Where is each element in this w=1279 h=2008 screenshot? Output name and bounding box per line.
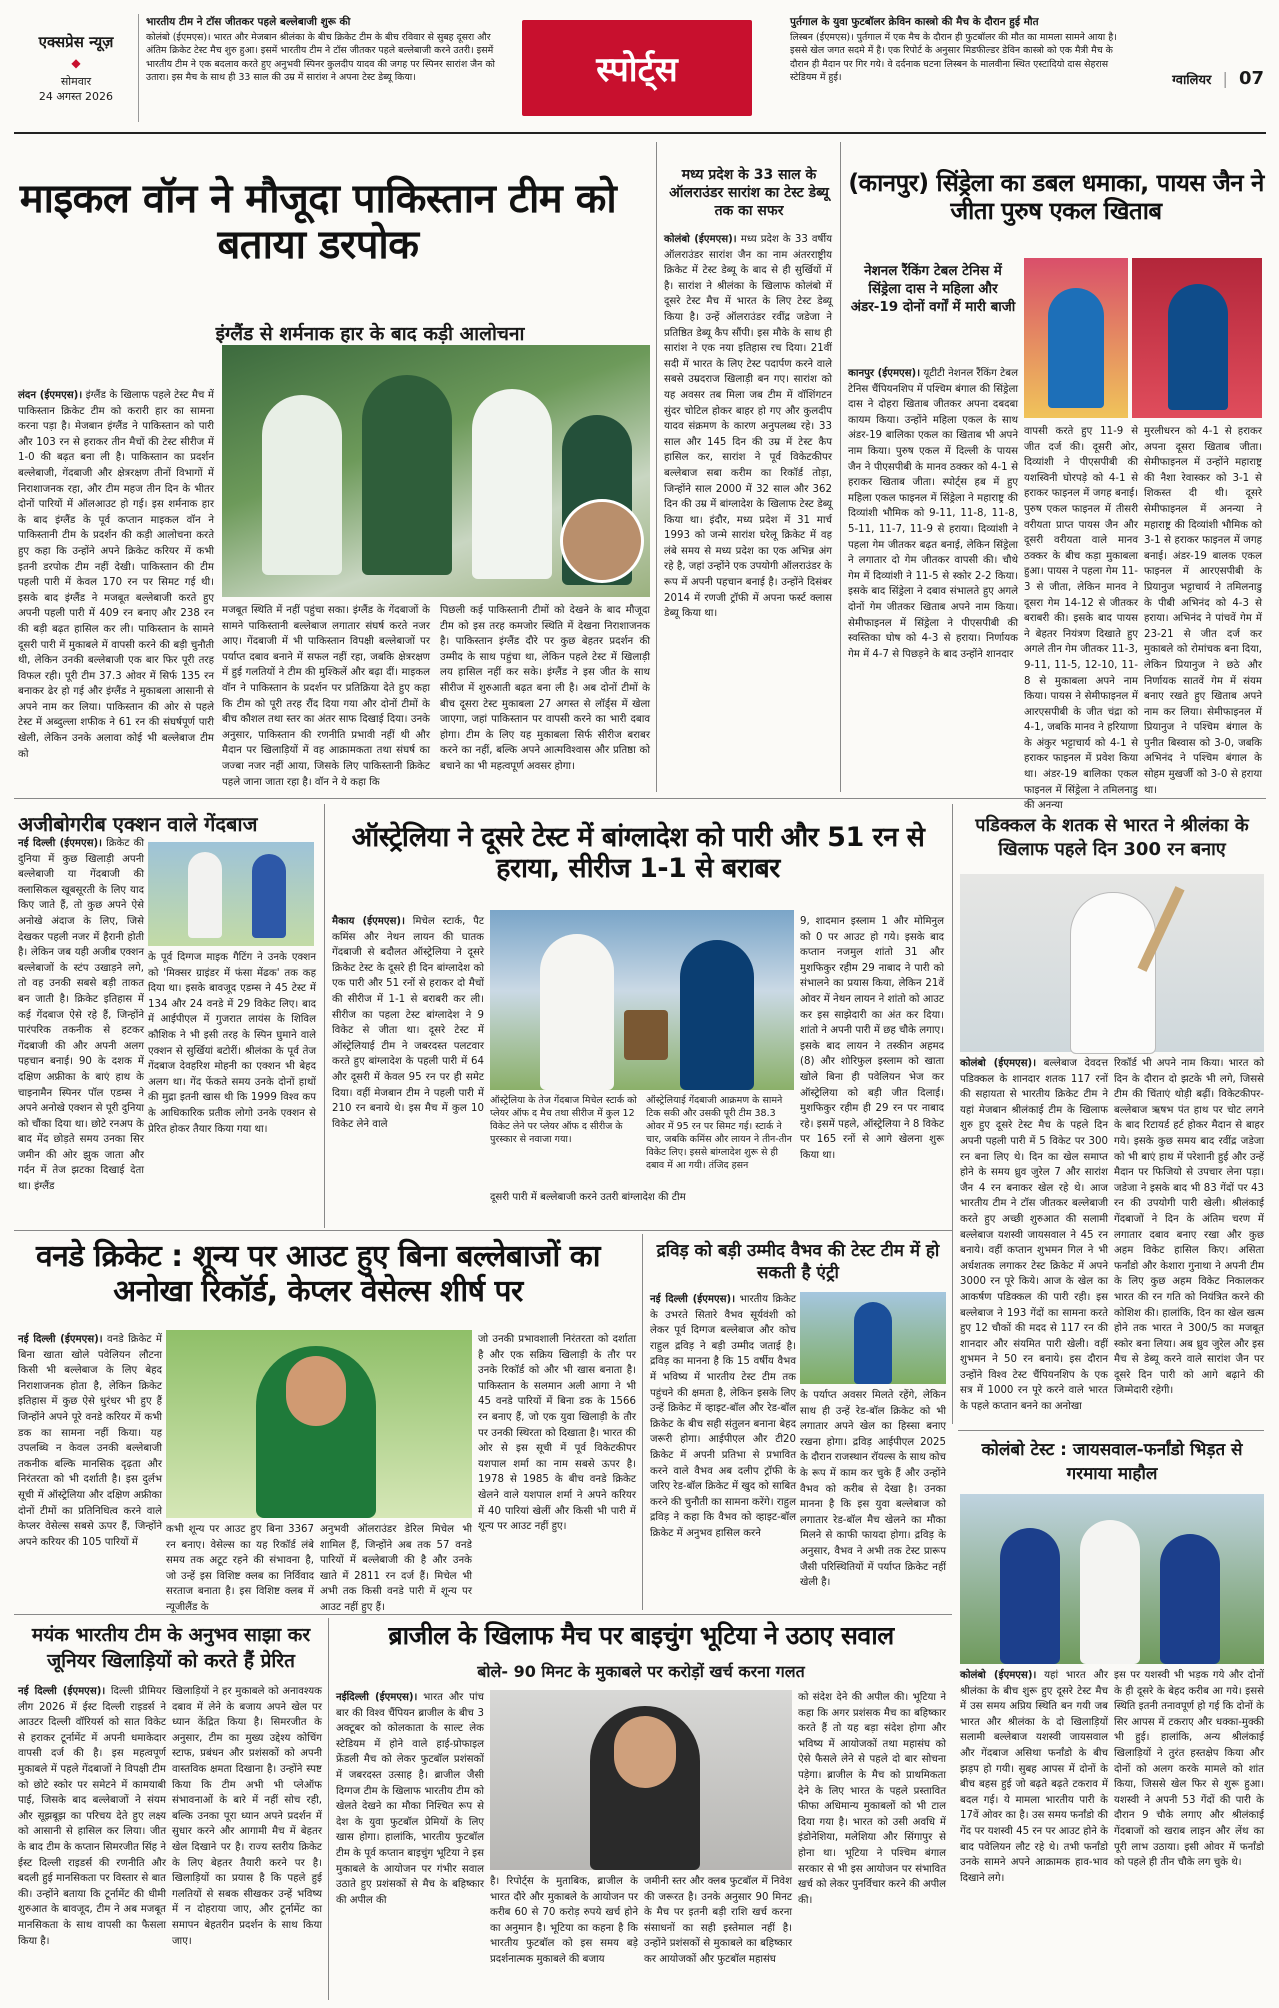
story5-caption-left: ऑस्ट्रेलिया के तेज गेंदबाज मिचेल स्टार्क को प्लेयर ऑफ द मैच तथा सीरीज में कुल 12 विकेट लेने पर प्लेयर ऑफ द सीरीज के पुरस्कार से नवाजा गया। [490,1095,637,1145]
story1-col1 [18,388,214,788]
story5-dateline: मैकाय (ईएमएस)। [332,916,405,927]
story5-col3-text: 9, शादमान इस्लाम 1 और मोमिनुल को 0 पर आउट हो गये। इसके बाद कप्तान नजमुल शांतो 31 और मुशफिकुर रहीम 29 नाबाद ने पारी को संभालने का प्रयास किया, लेकिन 21वें ओवर में नेथन लायन ने शांतो को आउट कर इस साझेदारी का अंत कर दिया। शांतो ने अपनी पारी में छह चौके लगाए। इसके बाद लायन ने तस्कीन अहमद (8) और शोरिफुल इस्लाम को खाता खोले बिना ही पवेलियन भेज कर ऑस्ट्रेलिया को बड़ी जीत दिलाई। मुशफिकुर रहीम ही 29 रन पर नाबाद रहे। इसमें पहले, ऑस्ट्रेलिया ने 8 विकेट पर 165 रनों से आगे खेलना शुरू किया था। [800,916,944,1161]
player-figure [188,852,222,938]
story3-headline: (कानपुर) सिंड्रेला का डबल धमाका, पायस जैन ने जीता पुरुष एकल खिताब [848,169,1264,225]
story2-dateline: कोलंबो (ईएमएस)। [664,234,737,245]
story3-col3-text: मुरलीधरन को 4-1 से हराकर अपना दूसरा खिताब जीता। सेमीफाइनल में उन्होंने महाराष्ट्र की नैशा रेवास्कर को 3-1 से शिकस्त दी थी। दूसरे सेमीफाइनल में अनन्या ने महाराष्ट्र की दिव्यांशी भौमिक को 3-1 से हराकर फाइनल में जगह बनाई। अंडर-19 बालक एकल फाइनल में आरएसपीबी के प्रियानुज भट्टाचार्य ने तमिलनाडु के पीबी अभिनंद को 4-3 से हराया। अभिनंद ने पांचवें गेम में 23-21 से जीत दर्ज कर मुकाबले को रोमांचक बना दिया, लेकिन प्रियानुज ने छठे और निर्णायक सातवें गेम में संयम बनाए रखते हुए खिताब अपने नाम कर लिया। सेमीफाइनल में प्रियानुज ने पश्चिम बंगाल के पुनीत बिस्वास को 3-0, जबकि अभिनंद ने पश्चिम बंगाल के सोहम मुखर्जी को 3-0 से हराया था। [1144,426,1262,796]
city-name: ग्वालियर [1172,73,1212,88]
story1-col3-text: पिछली कई पाकिस्तानी टीमों को देखने के बाद मौजूदा टीम को इस तरह कमजोर स्थिति में देखना निराशाजनक है। पाकिस्तान इंग्लैंड दौरे पर कुछ बेहतर प्रदर्शन की उम्मीद के साथ पहुंचा था, लेकिन पहले टेस्ट में खिलाड़ी लय हासिल नहीं कर सके। इंग्लैंड ने इस जीत के साथ सीरीज में शुरुआती बढ़त बना ली है। अब दोनों टीमों के बीच दूसरा टेस्ट मुकाबला 27 अगस्त से लॉर्ड्स में खेला जाएगा, जहां पाकिस्तान पर वापसी करने का भारी दबाव होगा। टीम के लिए यह मुकाबला सिर्फ सीरीज बराबर करने का नहीं, बल्कि अपने आत्मविश्वास और प्रतिष्ठा को बचाने का भी महत्वपूर्ण अवसर होगा। [440,605,650,772]
story1-col2-text: मजबूत स्थिति में नहीं पहुंचा सका। इंग्लैंड के गेंदबाजों के सामने पाकिस्तानी बल्लेबाज लगातार संघर्ष करते नजर आए। गेंदबाजी में भी पाकिस्तान विपक्षी बल्लेबाजों पर पर्याप्त दबाव बनाने में सफल नहीं रहा, जबकि क्षेत्ररक्षण में हुई गलतियों ने टीम की मुश्किलें और बढ़ा दीं। माइकल वॉन ने पाकिस्तान के प्रदर्शन पर प्रतिक्रिया देते हुए कहा कि टीम को पूरी तरह रौंद दिया गया और दोनों टीमों के बीच कौशल तथा स्तर का अंतर साफ दिखाई दिया। उनके अनुसार, पाकिस्तान की रणनीति प्रभावी नहीं थी और मैदान पर खिलाड़ियों में वह आक्रामकता तथा संघर्ष का जज्बा नजर नहीं आया, जिसके लिए पाकिस्तानी क्रिकेट पहले जाना जाता रहा है। वॉन ने ये कहा कि [222,605,430,788]
story10-col4-text: को संदेश देने की अपील की। भूटिया ने कहा कि अगर प्रशंसक मैच का बहिष्कार करते हैं तो यह बड़ा संदेश होगा और भविष्य में आयोजकों तथा महासंघ को ऐसे फैसले लेने से पहले दो बार सोचना पड़ेगा। ब्राजील के मैच को प्राथमिकता देने के लिए भारत के पहले प्रस्तावित फीफा अधिमान्य मुकाबलों को भी टाल दिया गया है। भारत को उसी अवधि में इंडोनेशिया, मलेशिया और सिंगापुर से होना था। भूटिया ने पश्चिम बंगाल सरकार से भी इस आयोजन पर संभावित खर्च को लेकर पुनर्विचार करने की अपील की। [798,1692,946,1906]
story10-col1-text: भारत और पांच बार की विश्व चैंपियन ब्राजील के बीच 3 अक्टूबर को कोलकाता के साल्ट लेक स्टेडियम में होने वाले हाई-प्रोफाइल फ्रेंडली मैच को लेकर फुटबॉल प्रशंसकों में जबरदस्त उत्साह है। ब्राजील जैसी दिग्गज टीम के खिलाफ भारतीय टीम को खेलते देखने का मौका निश्चित रूप से देश के युवा फुटबॉल प्रेमियों के लिए खास होगा। हालांकि, भारतीय फुटबॉल टीम के पूर्व कप्तान बाइचुंग भूटिया ने इस मुकाबले के आयोजन पर गंभीर सवाल उठाते हुए प्रशंसकों से मैच के बहिष्कार की अपील की [336,1692,485,1906]
story11-col2 [1114,1668,1264,1998]
story4-dateline: नई दिल्ली (ईएमएस)। [18,838,102,849]
story1-photo-pakistan-team [222,345,650,597]
masthead [14,8,1266,128]
story7-col4 [478,1332,636,1606]
brief-left-text: कोलंबो (ईएमएस)। भारत और मेजबान श्रीलंका के बीच क्रिकेट टीम के बीच रविवार से सुबह दूसरा और अंतिम क्रिकेट टेस्ट मैच शुरु हुआ। इसमें भारतीय टीम ने टॉस जीतकर पहले बल्लेबाजी करने उतरी। इसमें भारतीय टीम ने एक बदलाव करते हुए अनुभवी स्पिनर कुलदीप यादव की जगह पर स्पिनर सारांश जैन को उतारा। इस मैच के साथ ही 33 साल की उम्र में सारांश ने अपना टेस्ट डेब्यू किया। [146,32,495,83]
story3-photo-payas [1132,258,1262,418]
story8-col2-text: के पर्याप्त अवसर मिलते रहेंगे, लेकिन साथ ही उन्हें रेड-बॉल क्रिकेट को भी लगातार अपने खेल का हिस्सा बनाए रखना होगा। द्रविड़ आईपीएल 2025 के दौरान राजस्थान रॉयल्स के साथ कोच के रूप में काम कर चुके हैं और उन्होंने वैभव को करीब से देखा है। उनका मानना है कि इस युवा बल्लेबाज को लगातार रेड-बॉल मैच खेलने का मौका मिलने से काफी फायदा होगा। द्रविड़ के अनुसार, वैभव ने अभी तक टेस्ट प्रारूप जैसी परिस्थितियों में पर्याप्त क्रिकेट नहीं खेली है। [800,1390,946,1589]
player-figure [1080,1520,1140,1664]
player-figure [1160,1534,1220,1664]
story7-col2 [166,1522,314,1613]
story9-col1-text: दिल्ली प्रीमियर लीग 2026 में ईस्ट दिल्ली राइडर्स ने आउटर दिल्ली वॉरियर्स को सात विकेट से हराकर टूर्नामेंट में अपनी धमाकेदार वापसी दर्ज की है। इस महत्वपूर्ण मुकाबले में पहले गेंदबाजों ने विपक्षी टीम को छोटे स्कोर पर समेटने में कामयाबी पाई, जिसके बाद बल्लेबाजों ने संयम और सूझबूझ का परिचय देते हुए लक्ष्य को आसानी से हासिल कर लिया। जीत के बाद टीम के कप्तान सिमरजीत सिंह ने ईस्ट दिल्ली राइडर्स की रणनीति और बदली हुई मानसिकता पर विस्तार से बात की। उन्होंने बताया कि टूर्नामेंट की धीमी शुरुआत के बावजूद, टीम ने अब मजबूत मानसिकता के साथ वापसी का फैसला किया है। [18,1686,166,1947]
story3-col2 [1024,424,1138,812]
brand-diamond-icon: ◆ [71,56,81,70]
player-figure [362,375,452,575]
story11-col1-text: यहां भारत और श्रीलंका के बीच शुरू हुए दूसरे टेस्ट मैच में उस समय अप्रिय स्थिति बन गयी जब भारत और श्रीलंका के दो खिलाड़ियों सलामी बल्लेबाज यशस्वी जायसवाल और गेंदबाज असिथा फर्नांडो के बीच झड़प हो गयी। सुबह आपस में दोनों के बीच बहस हुई जो बढ़ते बढ़ते टकराव में बदल गई। ये मामला भारतीय पारी के 17वें ओवर का है। उस समय फर्नांडो की गेंद पर यशस्वी 45 रन पर आउट होने के बाद पवेलियन लौट रहे थे। तभी फर्नांडो उनके सामने अपने आक्रामक हाव-भाव दिखाने लगे। [960,1670,1108,1884]
story6-headline: पडिक्कल के शतक से भारत ने श्रीलंका के खिलाफ पहले दिन 300 रन बनाए [975,815,1249,860]
story9-dateline: नई दिल्ली (ईएमएस)। [18,1686,106,1697]
section-title: स्पोर्ट्स [596,50,678,90]
story3-col1 [848,366,1018,792]
issue-day: सोमवार [60,75,92,88]
story5-col2 [490,1190,794,1226]
story11-col2-text: इस पर यशस्वी भी भड़क गये और दोनों के ही दूसरे के बेहद करीब आ गये। इससे स्थिति इतनी तनावपूर्ण हो गई कि दोनों के सिर आपस में टकराए और धक्का-मुक्की भी हुई। हालांकि, अन्य श्रीलंकाई खिलाड़ियों ने तुरंत हस्तक्षेप किया और दोनों को अलग करके मामले को शांत किया, जिससे खेल फिर से शुरू हुआ। यशस्वी ने अपनी 53 गेंदों की पारी के दौरान 9 चौके लगाए और श्रीलंकाई गेंदबाजों को खराब लाइन और लेंथ का पूरी लाभ उठाया। इसी ओवर में फर्नांडो को पहले ही तीन चौके लग चुके थे। [1114,1670,1264,1869]
player-figure [680,940,754,1090]
issue-date: 24 अगस्त 2026 [38,90,114,103]
player-figure [252,854,286,938]
section-rule [14,1614,952,1615]
story5-col3 [800,914,944,1226]
story9-headline: मयंक भारतीय टीम के अनुभव साझा कर जूनियर खिलाड़ियों को करते हैं प्रेरित [31,1624,311,1672]
story3-col3 [1144,424,1262,796]
story3-col1-text: यूटीटी नेशनल रैंकिंग टेबल टेनिस चैंपियनशिप में पश्चिम बंगाल की सिंड्रेला दास ने दोहरा खिताब जीतकर अपना दबदबा कायम किया। उन्होंने महिला एकल के साथ अंडर-19 बालिका एकल का खिताब भी अपने नाम किया। पुरुष एकल में दिल्ली के पायस जैन ने पीएसपीबी के मानव ठक्कर को 4-1 से हराकर खिताब जीता। स्पोर्ट्स हब में हुए महिला एकल फाइनल में सिंड्रेला ने महाराष्ट्र की दिव्यांशी भौमिक को 9-11, 11-8, 11-8, 5-11, 11-7, 11-9 से हराया। दिव्यांशी ने पहला गेम जीतकर बढ़त बनाई, लेकिन सिंड्रेला ने लगातार दो गेम जीतकर वापसी की। चौथे गेम में दिव्यांशी ने 11-5 से स्कोर 2-2 किया। इसके बाद सिंड्रेला ने दबाव संभालते हुए अगले दोनों गेम जीतकर खिताब अपने नाम किया। सेमीफाइनल में सिंड्रेला ने पीएसपीबी की स्वस्तिका घोष को 4-3 से हराया। निर्णायक गेम में 4-7 से पिछड़ने के बाद उन्होंने शानदार [848,368,1018,660]
story6-col2 [1114,1056,1264,1424]
story7-col2-text: कभी शून्य पर आउट हुए बिना 3367 रन बनाए। वेसेल्स का यह रिकॉर्ड लंबे समय तक अटूट रहने की संभावना है, जो उन्हें इस विशिष्ट क्लब का निर्विवाद सरताज बनाता है। इस विशिष्ट क्लब में न्यूजीलैंड के [166,1524,314,1613]
story9-col1 [18,1684,166,1998]
story10-col3-text: जमीनी स्तर और क्लब फुटबॉल में निवेश की जरूरत है। उनके अनुसार 90 मिनट के मैच पर इतनी बड़ी राशि खर्च करना संसाधनों का सही इस्तेमाल नहीं है। उन्होंने प्रशंसकों से मुकाबले का बहिष्कार कर आयोजकों और फुटबॉल महासंघ [644,1876,792,1965]
player-figure [1048,288,1104,408]
story10-dateline: नईदिल्ली (ईएमएस)। [336,1692,418,1703]
story6-dateline: कोलंबो (ईएमएस)। [960,1058,1037,1069]
story5-caption-right: ऑस्ट्रेलियाई गेंदबाजी आक्रमण के सामने टिक सकी और उसकी पूरी टीम 38.3 ओवर में 95 रन पर सिमट गई। स्टार्क ने चार, जबकि कमिंस और लायन ने तीन-तीन विकेट लिए। इससे बांग्लादेश शुरू से ही दबाव में आ गयी। तंजिद हसन [646,1095,792,1171]
player-figure [262,395,342,575]
story10-subhead: बोले- 90 मिनट के मुकाबले पर करोड़ों खर्च करना गलत [477,1662,805,1681]
story7-col3-text: अनुभवी ऑलराउंडर डेरिल मिचेल भी शामिल हैं, जिन्होंने अब तक 57 वनडे पारियों में बल्लेबाजी की है और उनके खाते में 2811 रन दर्ज हैं। मिचेल भी अभी तक किसी वनडे पारी में शून्य पर आउट नहीं हुए हैं। [320,1524,472,1613]
story3-col2-text: वापसी करते हुए 11-9 से जीत दर्ज की। दूसरी ओर, दिव्यांशी ने पीएसपीबी की यशस्विनी घोरपड़े को 4-1 से हराकर फाइनल में जगह बनाई। पुरुष एकल फाइनल में तीसरी वरीयता प्राप्त पायस जैन और दूसरी वरीयता वाले मानव ठक्कर के बीच कड़ा मुकाबला हुआ। पायस ने पहला गेम 11-3 से जीता, लेकिन मानव ने दूसरा गेम 14-12 से जीतकर बराबरी की। इसके बाद पायस ने बेहतर नियंत्रण दिखाते हुए अगले तीन गेम जीतकर 11-3, 9-11, 11-5, 12-10, 11-8 से मुकाबला अपने नाम किया। पायस ने सेमीफाइनल में आरएसपीबी के जीत चंद्रा को 4-1, जबकि मानव ने हरियाणा के अंकुर भट्टाचार्य को 4-1 से हराकर फाइनल में प्रवेश किया था। अंडर-19 बालिका एकल फाइनल में सिंड्रेला ने तमिलनाडु की अनन्या [1024,426,1138,812]
story1-subhead: इंग्लैंड से शर्मनाक हार के बाद कड़ी आलोचना [215,323,525,345]
story6-col1-text: बल्लेबाज देवदत्त पडिक्कल के शानदार शतक 117 रनों की सहायता से भारतीय क्रिकेट टीम ने यहां मेजबान श्रीलंकाई टीम के खिलाफ शुरु हुए दूसरे टेस्ट मैच के पहले दिन अपनी पहली पारी में 5 विकेट पर 300 रन बना लिए थे। दिन का खेल समाप्त होने के समय ध्रुव जुरेल 7 और सारांश जैन 4 रन बनाकर खेल रहे थे। आज भारतीय टीम ने टॉस जीतकर बल्लेबाजी करते हुए अच्छी शुरुआत की सलामी बल्लेबाज यशस्वी जायसवाल ने 45 रन बनाये। वहीं कप्तान शुभमन गिल ने भी अर्धशतक लगाकर टेस्ट क्रिकेट में अपने 3000 रन पूरे किये। आज के खेल का आकर्षण पडिक्कल की पारी रही। इस बल्लेबाज ने 193 गेंदों का सामना करते हुए 12 चौकों की मदद से 117 रन की शानदार और संयमित पारी खेली। वहीं शुभमन ने 50 रन बनाये। इस दौरान उन्होंने विश्व टेस्ट चैंपियनशिप के एक सत्र में 1000 रन पूरे करने वाले भारत के पहले कप्तान बनने का अनोखा [960,1058,1109,1413]
player-figure [854,1302,892,1384]
story7-col3 [320,1522,472,1613]
page-number: 07 [1238,68,1264,89]
story7-col1-text: वनडे क्रिकेट में बिना खाता खोले पवेलियन लौटना किसी भी बल्लेबाज के लिए बेहद निराशाजनक होता है, लेकिन क्रिकेट इतिहास में कुछ ऐसे धुरंधर भी हुए हैं जिन्होंने अपने पूरे वनडे करियर में कभी डक का सामना नहीं किया। यह उपलब्धि न केवल उनकी बल्लेबाजी तकनीक बल्कि मानसिक दृढ़ता और निरंतरता को भी दर्शाती है। इस दुर्लभ सूची में ऑस्ट्रेलिया और दक्षिण अफ्रीका दोनों टीमों का प्रतिनिधित्व करने वाले केप्लर वेसेल्स सबसे ऊपर हैं, जिन्होंने अपने करियर की 105 पारियों में [18,1334,162,1548]
story4-col1 [18,836,144,1226]
column-rule [324,804,325,1228]
player-figure [1168,284,1228,410]
story7-dateline: नई दिल्ली (ईएमएस)। [18,1334,103,1345]
story1-col1-text: इंग्लैंड के खिलाफ पहले टेस्ट मैच में पाकिस्तान क्रिकेट टीम को करारी हार का सामना करना पड़ा है। मेजबान इंग्लैंड ने पाकिस्तान को पारी और 103 रन से हराकर तीन मैचों की टेस्ट सीरीज में 1-0 की बढ़त बना ली है। पाकिस्तान का प्रदर्शन बल्लेबाजी, गेंदबाजी और क्षेत्ररक्षण तीनों विभागों में निराशाजनक रहा, और टीम महज तीन दिन के भीतर दोनों पारियों में ऑलआउट हो गई। इस शर्मनाक हार के बाद इंग्लैंड के पूर्व कप्तान माइकल वॉन ने पाकिस्तानी टीम के प्रदर्शन की कड़ी आलोचना करते हुए कहा कि उन्होंने अपने क्रिकेट करियर में कभी इतनी डरपोक टीम नहीं देखी। पाकिस्तान की टीम पहली पारी में केवल 170 रन पर सिमट गई थी। इसके बाद इंग्लैंड ने मजबूत बल्लेबाजी करते हुए अपनी पहली पारी में 409 रन बनाए और 238 रन की बड़ी बढ़त हासिल कर ली। पाकिस्तान के सामने दूसरी पारी में मुकाबले में वापसी करने की बड़ी चुनौती थी, लेकिन उनकी बल्लेबाजी एक बार फिर पूरी तरह विफल रही। पूरी टीम 37.3 ओवर में सिर्फ 135 रन बनाकर ढेर हो गई और इंग्लैंड ने मुकाबला आसानी से अपने नाम कर लिया। पाकिस्तान की ओर से पहले टेस्ट में अब्दुल्ला शफीक ने 61 रन की संघर्षपूर्ण पारी खेली, लेकिन उनके अलावा कोई भी बल्लेबाज टीम को [18,390,214,760]
story5-headline: ऑस्ट्रेलिया ने दूसरे टेस्ट में बांग्लादेश को पारी और 51 रन से हराया, सीरीज 1-1 से बराबर [351,822,925,885]
story2-col [664,232,832,792]
player-face [614,1716,676,1788]
story4-photo-bowler [148,842,314,946]
story11-col1 [960,1668,1108,1998]
brief-left-title: भारतीय टीम ने टॉस जीतकर पहले बल्लेबाजी शुरू की [146,16,351,28]
story10-col2 [490,1874,638,1998]
section-rule [14,798,1266,799]
story2-headline: मध्य प्रदेश के 33 साल के ऑलराउंडर सारांश का टेस्ट डेब्यू तक का सफर [669,167,829,219]
story11-headline: कोलंबो टेस्ट : जायसवाल-फर्नांडो भिड़त से गरमाया माहौल [981,1440,1243,1484]
story1-headline: माइकल वॉन ने मौजूदा पाकिस्तान टीम को बताया डरपोक [19,176,617,268]
column-rule [840,142,841,792]
story4-col2-text: के पूर्व दिग्गज माइक गैटिंग ने उनके एक्शन को 'मिक्सर ग्राइंडर में फंसा मेंढक' तक कह दिया था। इसके बावजूद एडम्स ने 45 टेस्ट में 134 और 24 वनडे में 29 विकेट लिए। बाद में आईपीएल में गुजरात लायंस के शिविल कौशिक ने भी इसी तरह के स्पिन घुमाने वाले एक्शन से सुर्खियां बटोरीं। श्रीलंका के पूर्व तेज गेंदबाज देवहरिश मोहनी का एक्शन भी बेहद अलग था। गेंद फेंकते समय उनके दोनों हाथों की मुद्रा इतनी खास थी कि 1999 विश्व कप के आधिकारिक प्रतीक लोगो उनके एक्शन से प्रेरित होकर तैयार किया गया था। [148,952,316,1135]
player-figure [1070,892,1156,1054]
story8-col1 [650,1292,796,1610]
story8-headline: द्रविड़ को बड़ी उम्मीद वैभव की टेस्ट टीम में हो सकती है एंट्री [656,1241,940,1283]
story11-photo-clash [960,1494,1264,1664]
top-brief-left [146,16,498,124]
story8-photo-vaibhav [800,1292,946,1384]
story10-col3 [644,1874,792,1998]
story9-col2 [172,1684,322,1998]
player-figure [540,934,614,1090]
story10-headline: ब्राजील के खिलाफ मैच पर बाइचुंग भूटिया ने उठाए सवाल [388,1621,894,1650]
player-figure [1000,1528,1060,1664]
story10-photo-bhutia [490,1690,792,1870]
story7-headline: वनडे क्रिकेट : शून्य पर आउट हुए बिना बल्लेबाजों का अनोखा रिकॉर्ड, केप्लर वेसेल्स शीर्ष पर [35,1239,601,1309]
column-rule [656,142,657,792]
story8-col1-text: भारतीय क्रिकेट के उभरते सितारे वैभव सूर्यवंशी को लेकर पूर्व दिग्गज बल्लेबाज और कोच राहुल द्रविड़ ने बड़ी उम्मीद जताई है। द्रविड़ का मानना है कि 15 वर्षीय वैभव में भविष्य में भारतीय टेस्ट टीम तक पहुंचने की क्षमता है, लेकिन इसके लिए उन्हें क्रिकेट में व्हाइट-बॉल और रेड-बॉल क्रिकेट के बीच सही संतुलन बनाना बेहद जरूरी होगा। आईपीएल और टी20 क्रिकेट में अपनी प्रतिभा से प्रभावित करने वाले वैभव अब दलीप ट्रॉफी के जरिए रेड-बॉल क्रिकेट में खुद को साबित करने की चुनौती का सामना करेंगे। राहुल द्रविड़ ने कहा कि वैभव को व्हाइट-बॉल क्रिकेट में अनुभव हासिल करने [650,1294,796,1539]
story10-col2-text: है। रिपोर्ट्स के मुताबिक, ब्राजील के भारत दौरे और मुकाबले के आयोजन पर करीब 60 से 70 करोड़ रुपये खर्च होने का अनुमान है। भूटिया का कहना है कि भारतीय फुटबॉल को इस समय बड़े प्रदर्शनात्मक मुकाबले की बजाय [490,1876,638,1965]
michael-vaughan-inset [560,499,644,583]
story8-col2 [800,1388,946,1610]
story4-col1-text: क्रिकेट की दुनिया में कुछ खिलाड़ी अपनी बल्लेबाजी या गेंदबाजी की क्लासिकल खूबसूरती के लिए याद किए जाते हैं, तो कुछ अपने ऐसे अनोखे अंदाज के लिए, जिसे देखकर पहली नजर में हैरानी होती है। लेकिन जब यही अजीब एक्शन बल्लेबाजों के स्टंप उखाड़ने लगे, तो वह उनकी सबसे बड़ी ताकत बन जाती है। क्रिकेट इतिहास में कई गेंदबाज ऐसे रहे हैं, जिन्होंने पारंपरिक तकनीक से हटकर गेंदबाजी की और अपनी अलग पहचान बनाई। 90 के दशक में दक्षिण अफ्रीका के बाएं हाथ के चाइनामैन स्पिनर पॉल एडम्स ने अपने अनोखे एक्शन से पूरी दुनिया को चौंका दिया था। छोटे रनअप के बाद मेंद छोड़ते समय उनका सिर जमीन की ओर झुक जाता और गर्दन में तेज झटका दिखाई देता था। इंग्लैंड [18,838,145,1193]
story7-photo-wessels [166,1330,472,1518]
story8-dateline: नई दिल्ली (ईएमएस)। [650,1294,736,1305]
story10-col4 [798,1690,946,1998]
story10-col1 [336,1690,484,1998]
story1-col3 [440,603,650,788]
story5-col1 [332,914,484,1226]
masthead-rule [14,132,1266,134]
story5-col1-text: मिचेल स्टार्क, पैट कमिंस और नेथन लायन की घातक गेंदबाजी से बदौलत ऑस्ट्रेलिया ने दूसरे क्रिकेट टेस्ट के दूसरे ही दिन बांग्लादेश को एक पारी और 51 रनों से हराकर दो मैचों की सीरीज में 1-1 से बराबरी कर ली। सीरीज का पहला टेस्ट बांग्लादेश ने 9 विकेट से जीता था। दूसरे टेस्ट में ऑस्ट्रेलियाई टीम ने जबरदस्त पलटवार करते हुए बांग्लादेश के पहली पारी में 64 और दूसरी में केवल 95 रन पर ही समेट दिया। वहीं मेजबान टीम ने पहली पारी में 210 रन बनाये थे। इस मैच में कुल 10 विकेट लेने वाले [332,916,484,1130]
player-face [286,1356,346,1426]
section-rule [958,1430,1264,1431]
story3-photo-cindrella [1024,258,1128,418]
story7-col1 [18,1332,162,1606]
story11-dateline: कोलंबो (ईएमएस)। [960,1670,1037,1681]
section-banner [522,20,752,116]
story5-photo-starc [490,910,794,1090]
story6-col2-text: रिकॉर्ड भी अपने नाम किया। भारत को दिन के दौरान दो झटके भी लगे, जिससे टीम की चिंताएं थोड़ी बढ़ीं। विकेटकीपर-बल्लेबाज ऋषभ पंत हाथ पर चोट लगने के बाद रिटायर्ड हर्ट होकर मैदान से बाहर गये। इसके कुछ समय बाद रवींद्र जडेजा को भी बाएं हाथ में परेशानी हुई और उन्हें मैदान पर फिजियो से उपचार लेना पड़ा। जडेजा ने इसके बाद भी 83 गेंदों पर 43 रन की उपयोगी पारी खेली। श्रीलंकाई गेंदबाजों ने दिन के अंतिम चरण में लगातार दबाव बनाए रखा और कुछ अहम विकेट हासिल किए। असिता फर्नांडो और केशारा गुनाथा ने अपनी टीम के लिए कुछ अहम विकेट निकालकर भारत की रन गति को नियंत्रित करने की कोशिश की। हालांकि, दिन का खेल खत्म होने तक भारत ने 300/5 का मजबूत स्कोर बना लिया। अब ध्रुव जुरेल और इस मैच से डेब्यू करने वाले सारांश जैन पर दूसरे दिन पारी को आगे बढ़ाने की जिम्मेदारी रहेगी। [1114,1058,1264,1397]
story4-headline: अजीबोगरीब एक्शन वाले गेंदबाज [18,812,258,836]
story1-col2 [222,603,430,788]
section-rule [14,1230,952,1231]
story4-col2 [148,950,316,1226]
story3-sidehead: नेशनल रैंकिंग टेबल टेनिस में सिंड्रेला दास ने महिला और अंडर-19 दोनों वर्गों में मारी बाजी [850,263,1016,315]
page-divider: | [1222,69,1228,88]
brand-name: एक्सप्रेस न्यूज़ [38,33,114,51]
column-rule [952,804,953,1424]
story2-text: मध्य प्रदेश के 33 वर्षीय ऑलराउंडर सारांश जैन का नाम अंतरराष्ट्रीय क्रिकेट में टेस्ट डेब्यू के बाद से ही सुर्खियों में है। सारांश ने श्रीलंका के खिलाफ कोलंबो में दूसरे टेस्ट मैच में भारत के लिए टेस्ट डेब्यू किया है। उन्हें ऑलराउंडर रवींद्र जडेजा ने प्रतिष्ठित डेब्यू कैप सौंपी। इस मौके के साथ ही सारांश ने एक नया इतिहास रच दिया। 21वीं सदी में भारत के लिए टेस्ट पदार्पण करने वाले सबसे उम्रदराज खिलाड़ी बन गए। सारांश को यह अवसर तब मिला जब टीम में वॉशिंगटन सुंदर चोटिल होकर बाहर हो गए और कुलदीप यादव संक्रमण के कारण अनुपलब्ध रहे। 33 साल और 145 दिन की उम्र में टेस्ट कैप हासिल कर, सारांश ने पूर्व विकेटकीपर बल्लेबाज सबा करीम का रिकॉर्ड तोड़ा, जिन्होंने साल 2000 में 32 साल और 362 दिन की उम्र में बांग्लादेश के खिलाफ टेस्ट डेब्यू किया था। इंदौर, मध्य प्रदेश में 31 मार्च 1993 को जन्मे सारांश घरेलू क्रिकेट में वह लंबे समय से मध्य प्रदेश का एक अभिन्न अंग रहे है, जहां उन्होंने एक उपयोगी ऑलराउंडर के रूप में अपनी पहचान बनाई है। उन्होंने दिसंबर 2014 में रणजी ट्रॉफी में अपना फर्स्ट क्लास डेब्यू किया था। [664,234,832,620]
story6-photo-padikkal [960,874,1264,1052]
top-brief-right [790,16,1130,124]
brand-block [14,14,139,122]
story1-dateline: लंदन (ईएमएस)। [18,390,83,401]
story3-dateline: कानपुर (ईएमएस)। [848,368,921,379]
trophy-icon [624,1010,668,1060]
column-rule [642,1234,643,1610]
story5-col2-text: दूसरी पारी में बल्लेबाजी करने उतरी बांग्लादेश की टीम [490,1192,686,1203]
page-info [1134,68,1264,89]
brief-right-text: लिस्बन (ईएमएस)। पुर्तगाल में एक मैच के दौरान ही फुटबॉलर की मौत का मामला सामने आया है। इससे खेल जगत सदमे में है। एक रिपोर्ट के अनुसार मिडफील्डर डेविन कास्त्रो को एक मैत्री मैच के दौरान ही मैदान पर गिर गये। वे दर्दनाक घटना लिस्बन के मालवीना स्थित एस्टादियो दास सेहरास स्टेडियम में हुई। [790,32,1117,83]
brief-right-title: पुर्तगाल के युवा फुटबॉलर क्रेविन कास्त्रो की मैच के दौरान हुई मौत [790,16,1039,28]
story9-col2-text: खिलाड़ियों ने हर मुकाबले को अनावश्यक दबाव में लेने के बजाय अपने खेल पर ध्यान केंद्रित किया है। सिमरजीत के अनुसार, टीम का मुख्य उद्देश्य कोचिंग स्टाफ, प्रबंधन और प्रशंसकों को अपनी वास्तविक क्षमता दिखाना है। उन्होंने स्पष्ट किया कि टीम अभी भी प्लेऑफ संभावनाओं के बारे में नहीं सोच रही, बल्कि उनका पूरा ध्यान अपने प्रदर्शन में सुधार करने और आगामी मैच में बेहतर खेल दिखाने पर है। राज्य स्तरीय क्रिकेट के लिए बेहतर तैयारी करने पर है। खिलाड़ियों का प्रयास है कि पहले हुई गलतियों से सबक सीखकर उन्हें भविष्य में न दोहराया जाए, और टूर्नामेंट का समापन बेहतरीन प्रदर्शन के साथ किया जाए। [172,1686,322,1947]
player-figure [472,389,552,579]
story7-col4-text: जो उनकी प्रभावशाली निरंतरता को दर्शाता है और एक सक्रिय खिलाड़ी के तौर पर उनके रिकॉर्ड को और भी खास बनाता है। पाकिस्तान के सलमान अली आगा ने भी 45 वनडे पारियों में बिना डक के 1566 रन बनाए हैं, जो एक युवा खिलाड़ी के तौर पर उनकी स्थिरता को दिखाता है। भारत की ओर से इस सूची में पूर्व विकेटकीपर यशपाल शर्मा का नाम सबसे ऊपर है। 1978 से 1985 के बीच वनडे क्रिकेट खेलने वाले यशपाल शर्मा ने अपने करियर में 40 पारियां खेलीं और किसी भी पारी में शून्य पर आउट नहीं हुए। [478,1334,636,1533]
column-rule [328,1618,329,2000]
